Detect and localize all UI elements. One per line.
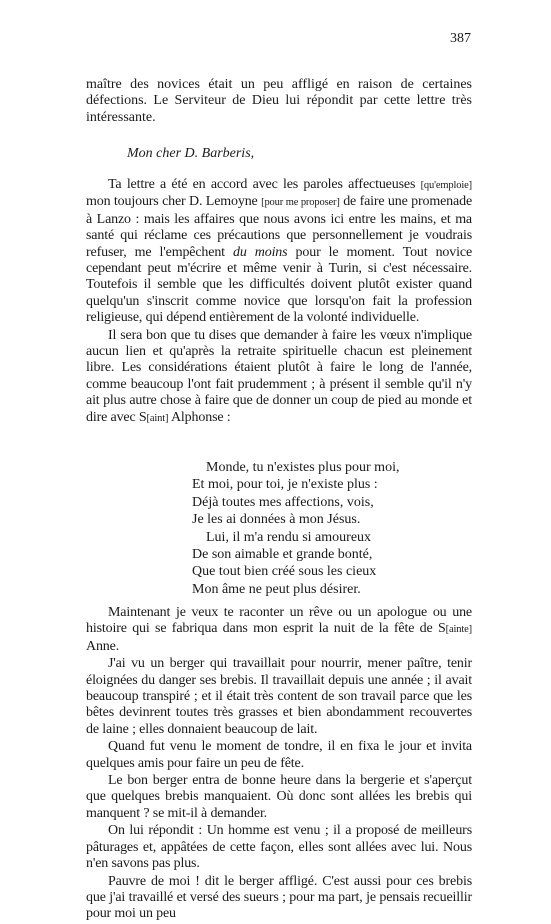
editorial-insertion: [ainte] — [445, 624, 472, 636]
intro-paragraph — [86, 77, 472, 127]
letter-paragraph-3: Maintenant je veux te raconter un rêve ou un apologue ou une histoire qui se fabriqua dans mon esprit la nuit de la fête de S[ainte] Anne. — [86, 605, 472, 654]
letter-body-bottom — [86, 605, 472, 924]
letter-paragraph-4: J'ai vu un berger qui travaillait pour nourrir, mener paître, tenir éloignées du danger ses brebis. Il travaillait depuis une année ; il avait beaucoup transpiré ; et il était très content de son travail parce que les bêtes devinrent toutes très grasses et bien abondamment recouvertes de laine ; elles donnaient beaucoup de lait. — [86, 656, 472, 737]
poem-line: Mon âme ne peut plus désirer. — [192, 581, 361, 597]
poem-line: De son aimable et grande bonté, — [192, 547, 373, 563]
letter-body-top — [86, 177, 472, 428]
editorial-insertion: [pour me proposer] — [261, 197, 340, 209]
letter-paragraph-1: Ta lettre a été en accord avec les paroles affectueuses [qu'emploie] mon toujours cher D. Lemoyne [pour me proposer] de faire une promenade à Lanzo : mais les affaires que nous avons ici entre les mains, et ma santé qui réclame ces précautions que personnellement je voudrais refuser, me l'empêchent du moins pour le moment. Tout novice cependant peut m'écrire et même venir à Turin, si c'est nécessaire. Toutefois il semble que les difficultés doivent plutôt exister quand quelqu'un s'inscrit comme novice que lorsqu'on fait la profession religieuse, qui dépend entièrement de la volonté individuelle. — [86, 177, 473, 326]
editorial-insertion: [aint] — [146, 412, 169, 424]
poem-line: Déjà toutes mes affections, vois, — [192, 494, 374, 510]
intro-text: maître des novices était un peu affligé en raison de certaines défections. Le Serviteur de Dieu lui répondit par cette lettre très intéressante. — [86, 77, 472, 125]
poem — [192, 459, 399, 598]
poem-line: Monde, tu n'existes plus pour moi, — [206, 460, 400, 475]
letter-paragraph-7: On lui répondit : Un homme est venu ; il a proposé de meilleurs pâturages et, appâtées de cette façon, elles sont allées avec lui. Nous n'en savons pas plus. — [86, 823, 472, 872]
emphasis-text: du moins — [233, 244, 288, 260]
letter-paragraph-5: Quand fut venu le moment de tondre, il en fixa le jour et invita quelques amis pour faire un peu de fête. — [86, 739, 472, 771]
editorial-insertion: [qu'emploie] — [420, 180, 472, 191]
letter-paragraph-6: Le bon berger entra de bonne heure dans la bergerie et s'aperçut que quelques brebis manquaient. Où donc sont allées les brebis qui manquent ? se mit-il à demander. — [86, 773, 472, 821]
letter-paragraph-2: Il sera bon que tu dises que demander à faire les vœux n'implique aucun lien et qu'après la retraite spirituelle chacun est pleinement libre. Les considérations étaient plutôt à faire le long de l'année, comme beaucoup l'ont fait prudemment ; à présent il semble qu'il n'y ait plus autre chose à faire que de donner un coup de pied au monde et dire avec S[aint] Alphonse : — [86, 327, 472, 425]
poem-line: Et moi, pour toi, je n'existe plus : — [192, 477, 378, 493]
poem-line: Lui, il m'a rendu si amoureux — [206, 529, 372, 545]
poem-line: Que tout bien créé sous les cieux — [192, 564, 377, 580]
poem-line: Je les ai données à mon Jésus. — [192, 512, 361, 528]
page-number: 387 — [450, 31, 471, 46]
letter-paragraph-8: Pauvre de moi ! dit le berger affligé. C'est aussi pour ces brebis que j'ai travaillé et versé des sueurs ; pour ma part, je pensais recueillir pour moi un peu — [86, 873, 472, 922]
letter-salutation: Mon cher D. Barberis, — [127, 146, 255, 161]
